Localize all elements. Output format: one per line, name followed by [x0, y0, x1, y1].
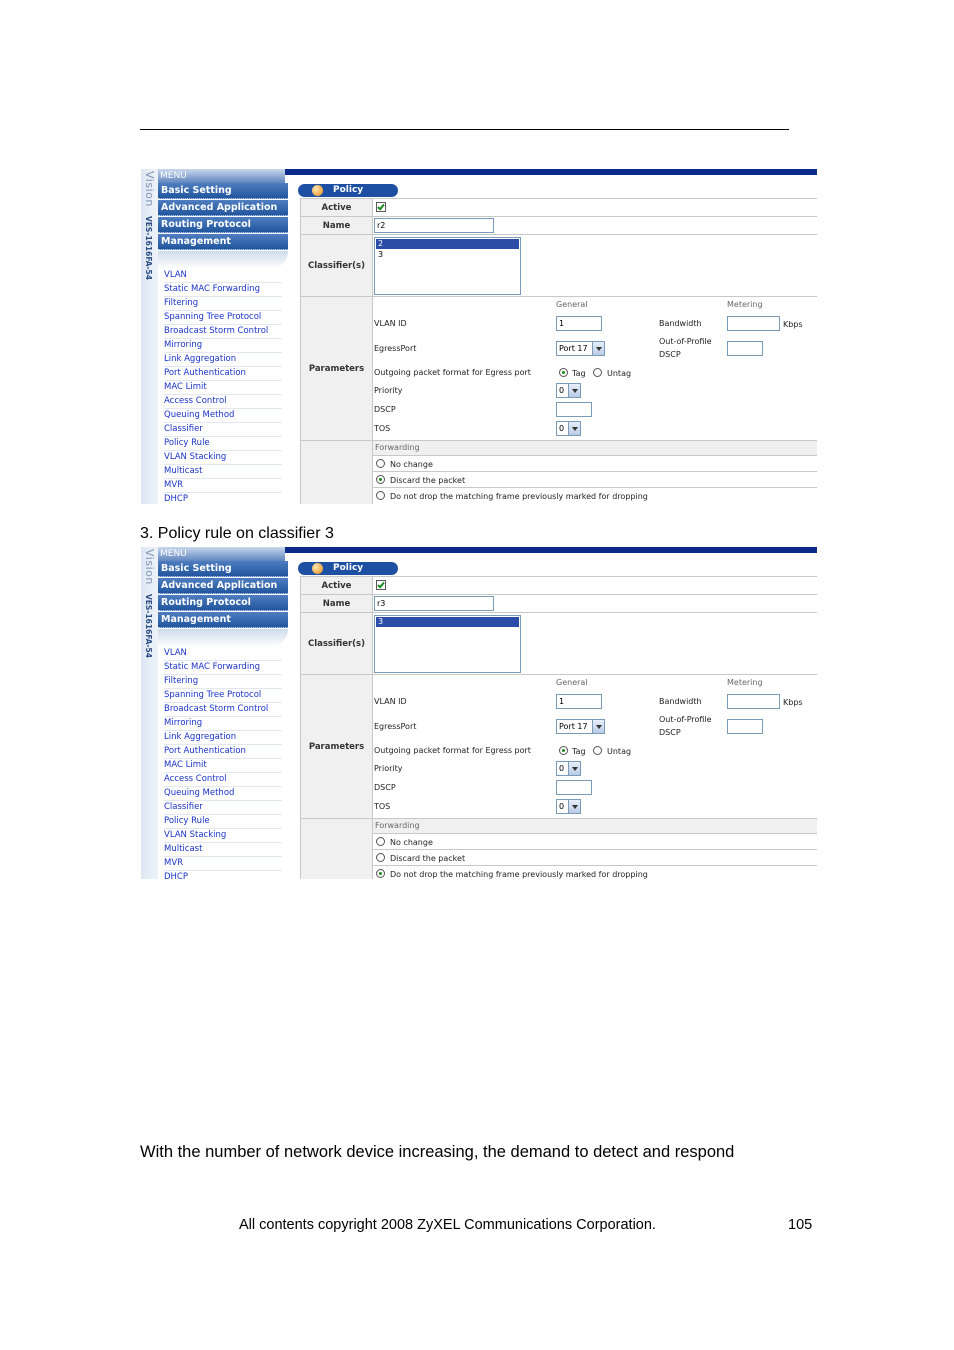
forwarding-option-label: Do not drop the matching frame previously marked for dropping	[390, 492, 648, 501]
submenu-item[interactable]: Port Authentication	[164, 367, 282, 381]
priority-label: Priority	[374, 764, 403, 773]
row-forwarding	[300, 819, 817, 879]
submenu-item[interactable]: Policy Rule	[164, 815, 282, 829]
row-classifier	[300, 235, 817, 297]
kbps-label: Kbps	[783, 320, 803, 329]
submenu-item[interactable]: VLAN Stacking	[164, 451, 282, 465]
tos-select[interactable]	[556, 799, 581, 814]
top-bar	[249, 547, 817, 553]
dscp-label: DSCP	[374, 783, 396, 792]
vision-label: Vision	[143, 171, 156, 207]
egress-port-value: Port 17	[559, 344, 588, 353]
metering-header: Metering	[727, 678, 763, 687]
classifier-option[interactable]: 3	[376, 617, 519, 627]
classifier-label: Classifier(s)	[301, 235, 373, 296]
submenu-item[interactable]: Filtering	[164, 675, 282, 689]
top-bar	[249, 169, 817, 175]
priority-select[interactable]	[556, 383, 581, 398]
row-classifier	[300, 613, 817, 675]
submenu-item[interactable]: DHCP	[164, 871, 282, 879]
forwarding-radio-do-not-drop[interactable]	[376, 491, 385, 500]
menu-curve	[158, 629, 288, 647]
policy-bullet-icon	[312, 185, 323, 196]
forwarding-option-row	[373, 834, 817, 850]
untag-label: Untag	[607, 747, 632, 756]
dscp-input[interactable]	[556, 402, 592, 417]
submenu-item[interactable]: Link Aggregation	[164, 353, 282, 367]
menu-curve	[158, 251, 288, 269]
policy-screenshot-2	[141, 547, 817, 879]
submenu-item[interactable]: MAC Limit	[164, 759, 282, 773]
submenu-item[interactable]: Multicast	[164, 843, 282, 857]
row-active	[300, 199, 817, 217]
chevron-down-icon[interactable]	[568, 762, 580, 775]
untag-label: Untag	[607, 369, 632, 378]
caption: 3. Policy rule on classifier 3	[140, 525, 334, 542]
menu-header: MENU	[158, 547, 285, 561]
menu-advanced-application[interactable]: Advanced Application	[158, 200, 288, 216]
classifier-listbox[interactable]	[374, 615, 521, 673]
untag-radio[interactable]	[593, 746, 602, 755]
footer-copyright: All contents copyright 2008 ZyXEL Communications Corporation.	[239, 1217, 656, 1233]
egress-port-value: Port 17	[559, 722, 588, 731]
submenu-item[interactable]: Access Control	[164, 395, 282, 409]
submenu-item[interactable]: Spanning Tree Protocol	[164, 311, 282, 325]
policy-form	[300, 576, 817, 879]
forwarding-row-label	[301, 819, 373, 879]
submenu-item[interactable]: DHCP	[164, 493, 282, 504]
name-input[interactable]: r3	[374, 596, 494, 611]
active-checkbox[interactable]	[376, 580, 386, 590]
kbps-label: Kbps	[783, 698, 803, 707]
name-label: Name	[301, 217, 373, 234]
forwarding-radio-do-not-drop[interactable]	[376, 869, 385, 878]
submenu-item[interactable]: VLAN Stacking	[164, 829, 282, 843]
body-paragraph: With the number of network device increasing, the demand to detect and respond	[140, 1143, 735, 1161]
priority-label: Priority	[374, 386, 403, 395]
row-parameters	[300, 297, 817, 441]
policy-title-text: Policy	[333, 563, 364, 573]
classifier-listbox[interactable]	[374, 237, 521, 295]
vision-strip	[141, 169, 158, 504]
page-number: 105	[788, 1217, 813, 1233]
outgoing-format-label: Outgoing packet format for Egress port	[374, 368, 531, 377]
chevron-down-icon[interactable]	[568, 384, 580, 397]
vision-label: Vision	[143, 549, 156, 585]
tag-label: Tag	[572, 747, 586, 756]
name-label: Name	[301, 595, 373, 612]
vlan-id-input[interactable]: 1	[556, 316, 602, 331]
bandwidth-input[interactable]	[727, 316, 780, 331]
submenu-item[interactable]: Mirroring	[164, 717, 282, 731]
forwarding-header-row	[373, 819, 817, 834]
submenu-item[interactable]: Classifier	[164, 423, 282, 437]
forwarding-option-label: No change	[390, 838, 433, 847]
tos-label: TOS	[374, 802, 391, 811]
vlan-id-label: VLAN ID	[374, 697, 407, 706]
classifier-option[interactable]: 3	[378, 250, 384, 259]
tag-label: Tag	[572, 369, 586, 378]
model-label: VES-1616FA-54	[144, 594, 153, 658]
chevron-down-icon[interactable]	[592, 720, 604, 733]
menu-management[interactable]: Management	[158, 612, 288, 628]
row-forwarding	[300, 441, 817, 504]
egress-port-label: EgressPort	[374, 722, 417, 731]
submenu-item[interactable]: Static MAC Forwarding	[164, 283, 282, 297]
parameters-label: Parameters	[301, 297, 373, 440]
tag-radio[interactable]	[559, 368, 568, 377]
forwarding-label: Forwarding	[375, 821, 420, 830]
forwarding-option-row	[373, 472, 817, 488]
egress-port-label: EgressPort	[374, 344, 417, 353]
metering-header: Metering	[727, 300, 763, 309]
parameters-label: Parameters	[301, 675, 373, 818]
row-active	[300, 577, 817, 595]
vlan-id-input[interactable]: 1	[556, 694, 602, 709]
submenu-item[interactable]: Spanning Tree Protocol	[164, 689, 282, 703]
active-label: Active	[301, 199, 373, 216]
forwarding-option-label: Discard the packet	[390, 476, 466, 485]
submenu	[158, 647, 282, 879]
forwarding-radio-discard[interactable]	[376, 853, 385, 862]
submenu-item[interactable]: VLAN	[164, 647, 282, 661]
submenu-item[interactable]: MVR	[164, 857, 282, 871]
forwarding-radio-discard[interactable]	[376, 475, 385, 484]
policy-title-text: Policy	[333, 185, 364, 195]
policy-form	[300, 198, 817, 501]
submenu-item[interactable]: VLAN	[164, 269, 282, 283]
priority-value: 0	[559, 386, 565, 395]
vlan-id-label: VLAN ID	[374, 319, 407, 328]
forwarding-option-label: Discard the packet	[390, 854, 466, 863]
policy-title	[298, 562, 398, 575]
priority-value: 0	[559, 764, 565, 773]
forwarding-row-label	[301, 441, 373, 504]
menu-management[interactable]: Management	[158, 234, 288, 250]
out-of-profile-dscp-input[interactable]	[727, 719, 763, 734]
row-name	[300, 217, 817, 235]
row-parameters	[300, 675, 817, 819]
policy-title	[298, 184, 398, 197]
submenu-item[interactable]: Filtering	[164, 297, 282, 311]
out-of-profile-label: Out-of-Profile	[659, 715, 712, 724]
menu-basic-setting[interactable]: Basic Setting	[158, 183, 288, 199]
submenu-item[interactable]: Queuing Method	[164, 409, 282, 423]
submenu-item[interactable]: Access Control	[164, 773, 282, 787]
tos-value: 0	[559, 802, 565, 811]
forwarding-option-row	[373, 456, 817, 472]
menu-header: MENU	[158, 169, 285, 183]
classifier-label: Classifier(s)	[301, 613, 373, 674]
out-of-profile-dscp-label: DSCP	[659, 350, 681, 359]
classifier-option[interactable]: 2	[376, 239, 519, 249]
policy-screenshot-1	[141, 169, 817, 504]
out-of-profile-dscp-label: DSCP	[659, 728, 681, 737]
forwarding-option-row	[373, 866, 817, 879]
forwarding-option-row	[373, 850, 817, 866]
submenu-item[interactable]: Port Authentication	[164, 745, 282, 759]
tos-value: 0	[559, 424, 565, 433]
submenu-item[interactable]: Policy Rule	[164, 437, 282, 451]
forwarding-radio-no-change[interactable]	[376, 459, 385, 468]
submenu-item[interactable]: Classifier	[164, 801, 282, 815]
active-checkbox[interactable]	[376, 202, 386, 212]
forwarding-header-row	[373, 441, 817, 456]
submenu-item[interactable]: Mirroring	[164, 339, 282, 353]
menu-basic-setting[interactable]: Basic Setting	[158, 561, 288, 577]
dscp-label: DSCP	[374, 405, 396, 414]
chevron-down-icon[interactable]	[568, 422, 580, 435]
egress-port-select[interactable]	[556, 341, 605, 356]
chevron-down-icon[interactable]	[592, 342, 604, 355]
name-input[interactable]: r2	[374, 218, 494, 233]
active-label: Active	[301, 577, 373, 594]
submenu-item[interactable]: Broadcast Storm Control	[164, 703, 282, 717]
untag-radio[interactable]	[593, 368, 602, 377]
menu-routing-protocol[interactable]: Routing Protocol	[158, 595, 288, 611]
priority-select[interactable]	[556, 761, 581, 776]
tos-select[interactable]	[556, 421, 581, 436]
general-header: General	[556, 678, 588, 687]
submenu-item[interactable]: MVR	[164, 479, 282, 493]
forwarding-radio-no-change[interactable]	[376, 837, 385, 846]
forwarding-label: Forwarding	[375, 443, 420, 452]
menu-routing-protocol[interactable]: Routing Protocol	[158, 217, 288, 233]
general-header: General	[556, 300, 588, 309]
bandwidth-label: Bandwidth	[659, 697, 702, 706]
bandwidth-label: Bandwidth	[659, 319, 702, 328]
submenu-item[interactable]: Multicast	[164, 465, 282, 479]
policy-bullet-icon	[312, 563, 323, 574]
submenu-item[interactable]: MAC Limit	[164, 381, 282, 395]
submenu	[158, 269, 282, 504]
bandwidth-input[interactable]	[727, 694, 780, 709]
egress-port-select[interactable]	[556, 719, 605, 734]
check-icon	[377, 581, 385, 589]
forwarding-option-row	[373, 488, 817, 504]
model-label: VES-1616FA-54	[144, 216, 153, 280]
tag-radio[interactable]	[559, 746, 568, 755]
vision-strip	[141, 547, 158, 879]
header-rule	[140, 129, 789, 130]
row-name	[300, 595, 817, 613]
forwarding-option-label: No change	[390, 460, 433, 469]
outgoing-format-label: Outgoing packet format for Egress port	[374, 746, 531, 755]
chevron-down-icon[interactable]	[568, 800, 580, 813]
out-of-profile-label: Out-of-Profile	[659, 337, 712, 346]
submenu-item[interactable]: Queuing Method	[164, 787, 282, 801]
submenu-item[interactable]: Link Aggregation	[164, 731, 282, 745]
check-icon	[377, 203, 385, 211]
forwarding-option-label: Do not drop the matching frame previously marked for dropping	[390, 870, 648, 879]
menu-advanced-application[interactable]: Advanced Application	[158, 578, 288, 594]
dscp-input[interactable]	[556, 780, 592, 795]
out-of-profile-dscp-input[interactable]	[727, 341, 763, 356]
tos-label: TOS	[374, 424, 391, 433]
submenu-item[interactable]: Static MAC Forwarding	[164, 661, 282, 675]
submenu-item[interactable]: Broadcast Storm Control	[164, 325, 282, 339]
